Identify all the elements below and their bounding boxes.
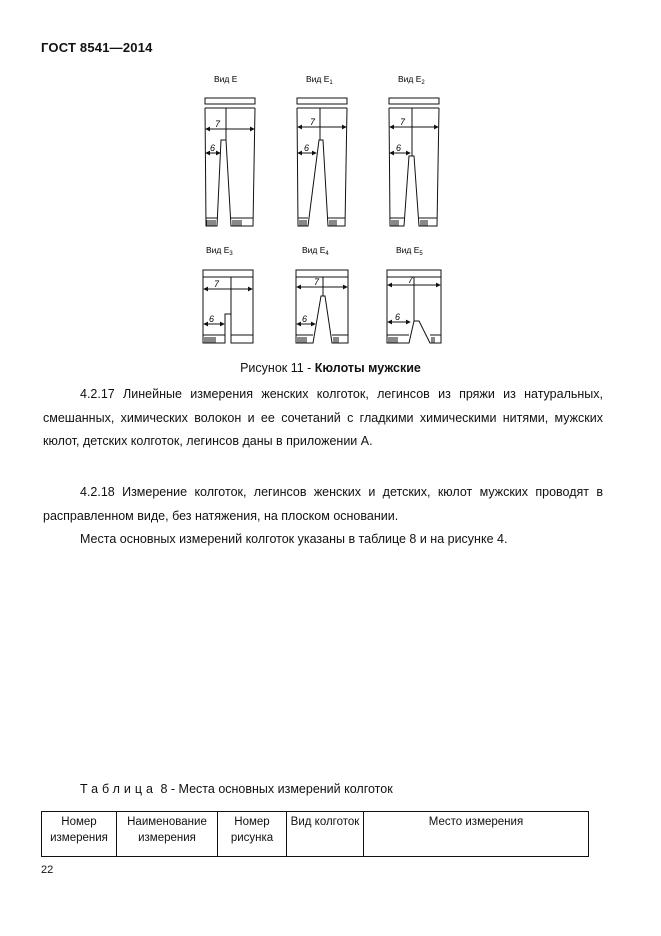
shorts-view-e3	[203, 270, 253, 343]
view-label-e4: Вид $Е_4$	[302, 245, 329, 257]
dim-6-e2: 6	[396, 143, 402, 153]
paragraph-text: 4.2.18 Измерение колготок, легинсов женских и детских, кюлот мужских проводят в расправленном виде, без натяжения, на плоском основании.	[43, 485, 603, 523]
figure-caption-prefix: Рисунок 11 -	[240, 361, 315, 375]
table-caption	[80, 782, 393, 796]
figure-11	[190, 68, 460, 358]
view-label-e5: Вид $Е_5$	[396, 245, 423, 257]
dim-7-e1: 7	[310, 117, 316, 127]
figure-caption-title: Кюлоты мужские	[314, 361, 421, 375]
dim-6-e4: 6	[302, 314, 308, 324]
figure-drawing	[190, 68, 460, 358]
dim-7-e3: 7	[214, 279, 220, 289]
pants-view-e	[205, 98, 255, 226]
view-label-e: Вид Е	[214, 74, 238, 84]
header-cell-tights-view: Вид колготок	[287, 812, 364, 857]
dim-6-e1: 6	[304, 143, 310, 153]
table-caption-word: Таблица	[80, 782, 158, 796]
dim-7-e4: 7	[314, 277, 320, 287]
pants-view-e1	[297, 98, 347, 226]
paragraph-text: 4.2.17 Линейные измерения женских колготок, легинсов из пряжи из натуральных, смешанных, химических волокон и ее сочетаний с гладкими химическими нитями, мужских кюлот, детских колготок, легинсов даны в приложении А.	[43, 387, 603, 448]
shorts-view-e5	[387, 270, 441, 343]
paragraph-text: Места основных измерений колготок указаны в таблице 8 и на рисунке 4.	[80, 532, 508, 546]
paragraph-4-2-17	[43, 383, 603, 454]
dim-6-e: 6	[210, 143, 216, 153]
header-cell-figure-number: Номер рисунка	[218, 812, 287, 857]
paragraph-4-2-18	[43, 481, 603, 528]
view-label-e1: Вид $Е_1$	[306, 74, 333, 86]
shorts-view-e4	[296, 270, 348, 343]
table-8	[41, 811, 589, 857]
header-cell-measure-number: Номер измерения	[42, 812, 117, 857]
header-cell-measure-place: Место измерения	[364, 812, 589, 857]
view-label-e3: Вид $Е_3$	[206, 245, 233, 257]
dim-7-e: 7	[215, 119, 221, 129]
view-label-e2: Вид $Е_2$	[398, 74, 425, 86]
dim-7-e5: 7	[408, 275, 414, 285]
dim-6-e3: 6	[209, 314, 215, 324]
page-number: 22	[41, 864, 54, 876]
dim-7-e2: 7	[400, 117, 406, 127]
pants-view-e2	[389, 98, 439, 226]
header-cell-measure-name: Наименование измерения	[117, 812, 218, 857]
figure-caption	[0, 361, 661, 375]
paragraph-reference	[43, 528, 603, 552]
dim-6-e5: 6	[395, 312, 401, 322]
table-caption-text: 8 - Места основных измерений колготок	[157, 782, 393, 796]
document-header: ГОСТ 8541—2014	[41, 40, 153, 55]
table-header-row	[42, 812, 589, 857]
